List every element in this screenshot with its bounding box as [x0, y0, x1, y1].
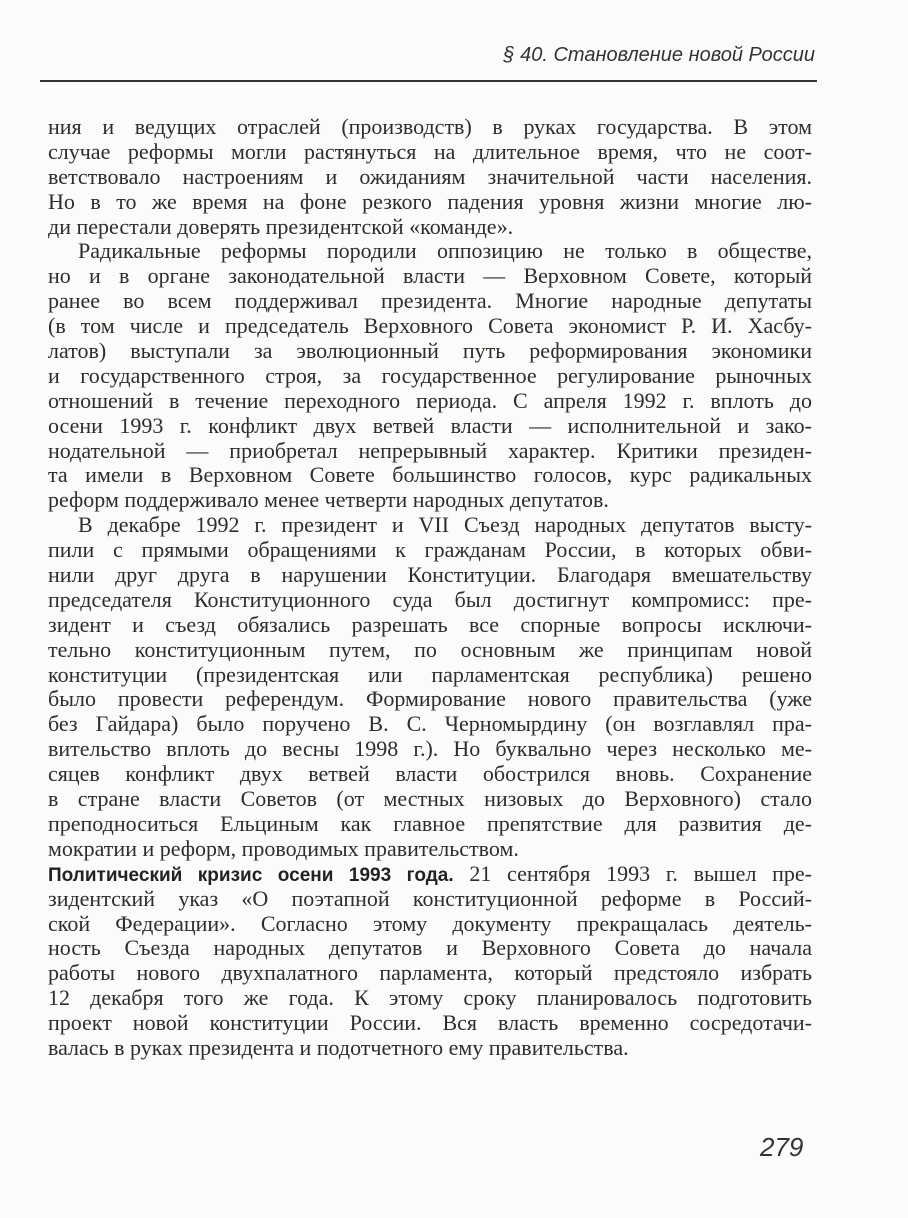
text-line: ди перестали доверять президентской «команде». — [48, 213, 514, 239]
text-line: и государственного строя, за государственное регулирование рыночных — [48, 362, 812, 388]
text-line: пили с прямыми обращениями к гражданам России, в которых обви- — [48, 537, 812, 563]
page-body — [48, 115, 812, 1061]
text-line: отношений в течение переходного периода. С апреля 1992 г. вплоть до — [48, 387, 812, 413]
text-line: ния и ведущих отраслей (производств) в руках государства. В этом — [48, 114, 812, 139]
line-text: 21 сентября 1993 г. вышел пре- — [453, 860, 813, 886]
text-line: было провести референдум. Формирование нового правительства (уже — [48, 686, 812, 712]
text-line: ранее во всем поддерживал президента. Многие народные депутаты — [48, 288, 812, 314]
text-line: (в том числе и председатель Верховного Совета экономист Р. И. Хасбу- — [48, 313, 812, 339]
text-line: зидент и съезд обязались разрешать все спорные вопросы исключи- — [48, 611, 812, 637]
text-line: но и в органе законодательной власти — Верховном Совете, который — [48, 263, 812, 289]
text-line: проект новой конституции России. Вся власть временно сосредотачи- — [48, 1010, 812, 1036]
text-line: мократии и реформ, проводимых правительством. — [48, 835, 519, 861]
text-line: нили друг друга в нарушении Конституции. Благодаря вмешательству — [48, 562, 812, 588]
text-line: случае реформы могли растянуться на длительное время, что не соот- — [48, 138, 812, 164]
section-heading: Политический кризис осени 1993 года. — [48, 864, 454, 886]
text-line — [48, 862, 812, 887]
text-line: та имели в Верховном Совете большинство голосов, курс радикальных — [48, 462, 812, 488]
text-line: валась в руках президента и подотчетного ему правительства. — [48, 1034, 629, 1060]
text-line: ветствовало настроениям и ожиданиям значительной части населения. — [48, 163, 812, 189]
text-line: Но в то же время на фоне резкого падения уровня жизни многие лю- — [48, 188, 812, 214]
header-rule — [40, 80, 817, 82]
text-line: тельно конституционным путем, по основным же принципам новой — [48, 636, 812, 662]
text-line: сяцев конфликт двух ветвей власти обострился вновь. Сохранение — [48, 761, 812, 787]
text-line: преподноситься Ельциным как главное препятствие для развития де- — [48, 810, 812, 836]
page-number: 279 — [760, 1132, 804, 1162]
text-line: председателя Конституционного суда был достигнут компромисс: пре- — [48, 586, 812, 612]
text-line: реформ поддерживало менее четверти народных депутатов. — [48, 487, 609, 513]
running-header: § 40. Становление новой России — [503, 44, 815, 66]
text-line: зидентский указ «О поэтапной конституционной реформе в Россий- — [48, 885, 812, 911]
text-line: ность Съезда народных депутатов и Верховного Совета до начала — [48, 935, 812, 961]
text-line: 12 декабря того же года. К этому сроку планировалось подготовить — [48, 985, 812, 1011]
text-line: осени 1993 г. конфликт двух ветвей власти — исполнительной и зако- — [48, 412, 812, 438]
text-line: конституции (президентская или парламентская республика) решено — [48, 661, 812, 687]
text-line: нодательной — приобретал непрерывный характер. Критики президен- — [48, 437, 812, 463]
text-line: работы нового двухпалатного парламента, который предстояло избрать — [48, 960, 812, 986]
text-line: вительство вплоть до весны 1998 г.). Но буквально через несколько ме- — [48, 736, 812, 762]
text-line: ской Федерации». Согласно этому документу прекращалась деятель- — [48, 910, 812, 936]
text-line: без Гайдара) было поручено В. С. Черномырдину (он возглавлял пра- — [48, 711, 812, 737]
text-line: в стране власти Советов (от местных низовых до Верховного) стало — [48, 786, 812, 812]
text-line: В декабре 1992 г. президент и VII Съезд народных депутатов высту- — [78, 512, 812, 538]
text-line: латов) выступали за эволюционный путь реформирования экономики — [48, 338, 812, 364]
text-line: Радикальные реформы породили оппозицию не только в обществе, — [78, 238, 812, 264]
